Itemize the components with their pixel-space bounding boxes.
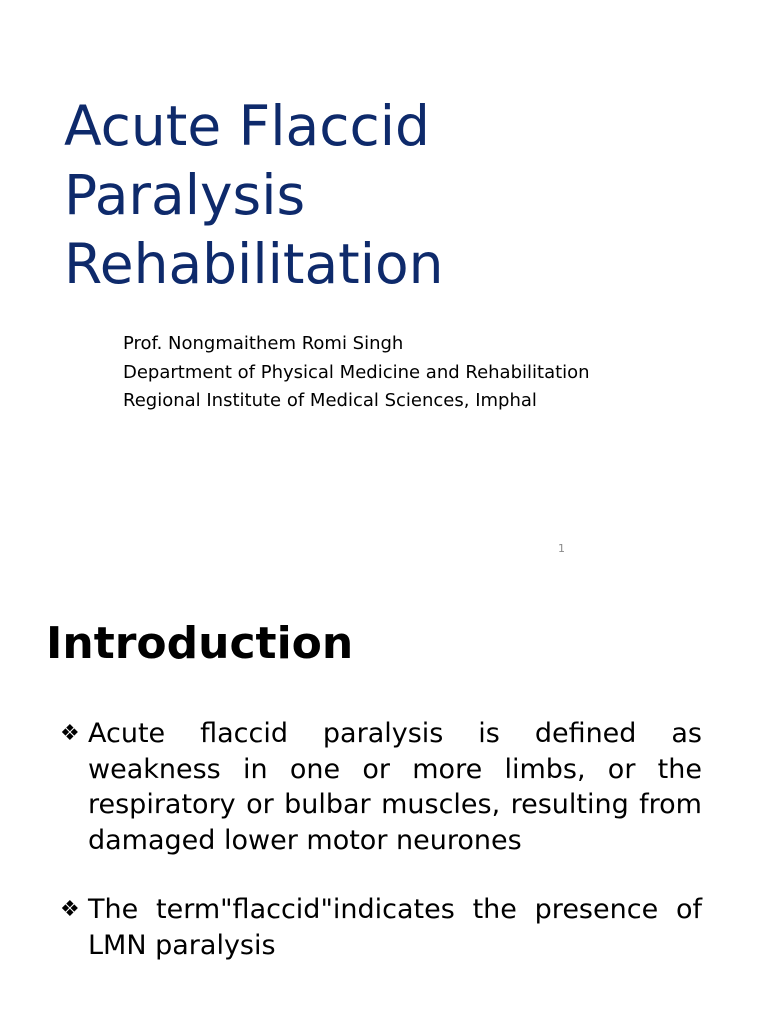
introduction-slide xyxy=(0,580,768,1024)
title-line: Rehabilitation xyxy=(64,232,444,296)
bullet-text: Acute flaccid paralysis is defined as weakness in one or more limbs, or the respiratory or bulbar muscles, resulting from damaged lower motor neurones xyxy=(88,718,702,856)
bullet-list xyxy=(60,716,702,997)
author-info xyxy=(123,330,590,416)
diamond-bullet-icon: ❖ xyxy=(60,897,80,922)
bullet-text: The term"flaccid"indicates the presence of LMN paralysis xyxy=(88,894,702,961)
title-line: Acute Flaccid xyxy=(64,94,430,158)
author-name: Prof. Nongmaithem Romi Singh xyxy=(123,333,404,354)
list-item xyxy=(60,716,702,858)
slide-title xyxy=(64,92,444,299)
author-department: Department of Physical Medicine and Rehabilitation xyxy=(123,361,590,383)
page-number: 1 xyxy=(558,542,565,555)
diamond-bullet-icon: ❖ xyxy=(60,721,80,746)
list-item xyxy=(60,892,702,963)
title-line: Paralysis xyxy=(64,163,306,227)
author-institute: Regional Institute of Medical Sciences, Imphal xyxy=(123,390,537,411)
slide-heading: Introduction xyxy=(46,618,354,669)
